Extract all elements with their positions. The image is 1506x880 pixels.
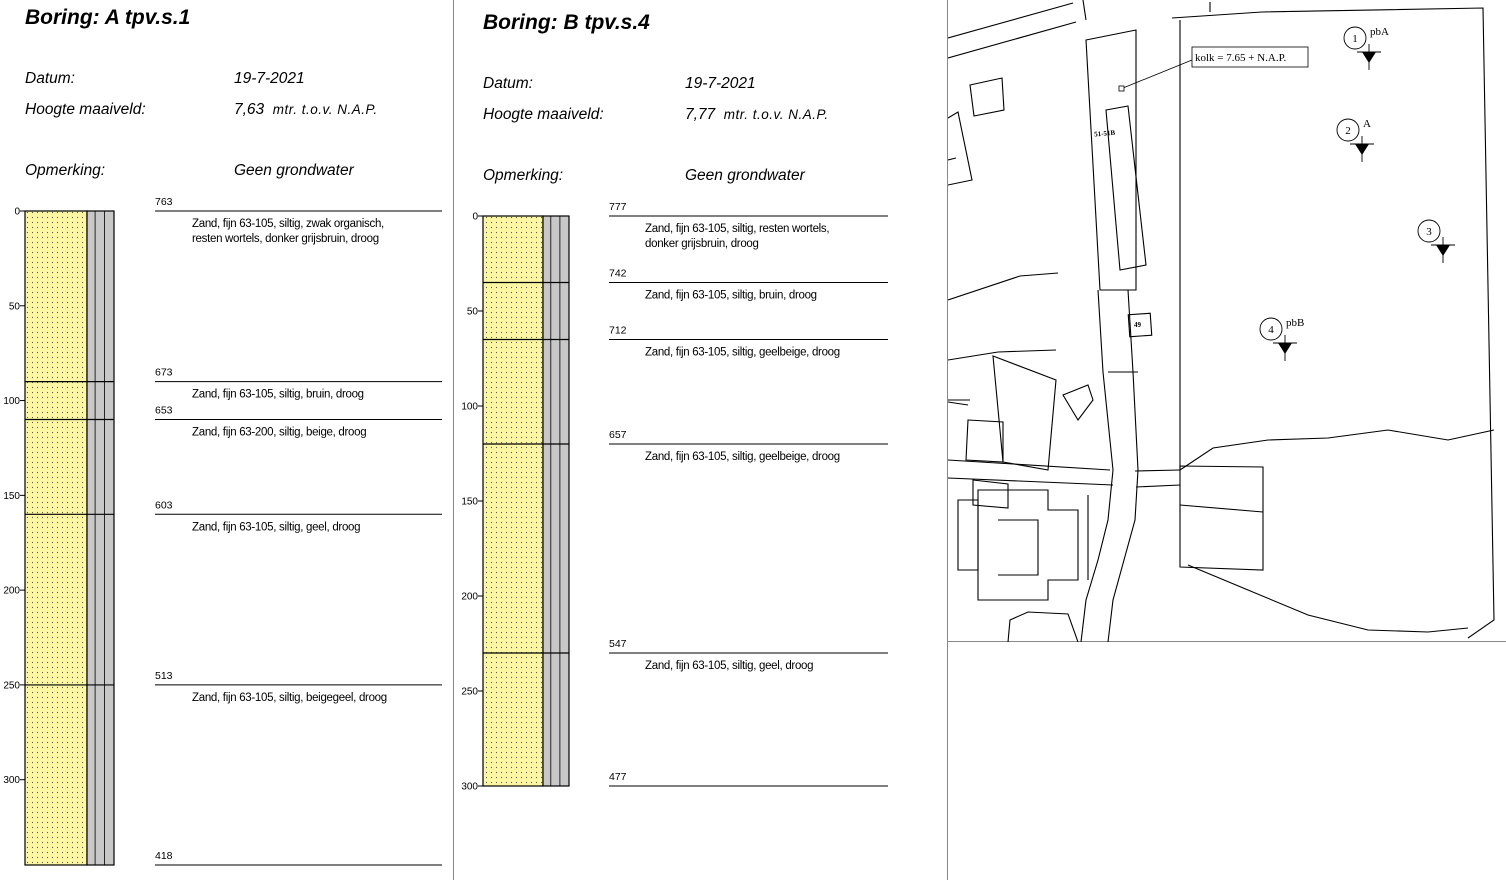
boring-b-hoogte-label: Hoogte maaiveld:	[483, 106, 604, 123]
layer-description: Zand, fijn 63-105, siltig, geel, droog	[192, 521, 361, 534]
point-name: pbB	[1286, 317, 1305, 329]
groundwater-triangle-icon	[1355, 144, 1369, 155]
boring-b-datum-value: 19-7-2021	[685, 75, 756, 92]
depth-tick-label: 150	[3, 490, 20, 502]
map-building	[948, 112, 972, 185]
boundary-level-label: 547	[609, 638, 627, 650]
groundwater-triangle-icon	[1362, 52, 1376, 63]
boring-a-log-diagram	[0, 0, 453, 880]
layer-description: donker grijsbruin, droog	[645, 238, 759, 250]
map-kolk-annotation	[1119, 47, 1308, 91]
boring-a-title: Boring: A tpv.s.1	[25, 6, 191, 29]
depth-tick-label: 250	[3, 680, 20, 692]
map-building	[1180, 466, 1263, 570]
map-building	[966, 420, 1003, 462]
map-building-label-51: 51-51B	[1093, 128, 1116, 139]
boring-b-opmerking-label: Opmerking:	[483, 167, 564, 184]
sample-column	[87, 211, 114, 865]
layer-description: Zand, fijn 63-105, siltig, zwak organisch,	[192, 218, 384, 230]
map-building-51	[1086, 30, 1136, 290]
boring-b-hoogte-value: 7,77	[685, 106, 716, 123]
point-name: A	[1363, 118, 1371, 130]
map-building	[958, 500, 978, 570]
depth-tick-label: 150	[461, 496, 478, 508]
depth-tick-label: 100	[461, 401, 478, 413]
boring-a-hoogte-label: Hoogte maaiveld:	[25, 101, 146, 118]
layer-description: Zand, fijn 63-105, siltig, bruin, droog	[645, 289, 817, 302]
point-number: 4	[1268, 324, 1274, 336]
sample-column	[543, 216, 569, 786]
map-measurement-points	[1260, 26, 1455, 361]
boring-a-datum-label: Datum:	[25, 70, 75, 87]
layer-description: Zand, fijn 63-200, siltig, beige, droog	[192, 426, 367, 439]
layer-description: resten wortels, donker grijsbruin, droog	[192, 233, 379, 245]
boring-b-hoogte-unit: mtr. t.o.v. N.A.P.	[723, 107, 829, 122]
boundary-level-label: 513	[155, 669, 173, 682]
soil-column	[25, 211, 87, 865]
boundary-level-label: 418	[155, 850, 173, 862]
groundwater-triangle-icon	[1436, 245, 1450, 256]
point-name: pbA	[1370, 26, 1389, 38]
boring-b-log-diagram	[454, 0, 947, 880]
depth-tick-label: 200	[461, 591, 478, 603]
map-road-line	[1083, 0, 1086, 20]
layer-description: Zand, fijn 63-105, siltig, geelbeige, droog	[645, 346, 840, 359]
boring-a-hoogte-value: 7,63	[234, 101, 265, 118]
point-number: 3	[1426, 226, 1432, 238]
boring-log-b	[454, 0, 948, 880]
boring-a-opmerking-value: Geen grondwater	[234, 162, 354, 179]
point-number: 2	[1345, 125, 1351, 137]
map-road-line	[948, 22, 1076, 58]
layer-description: Zand, fijn 63-105, siltig, geelbeige, droog	[645, 451, 840, 463]
depth-tick-label: 50	[466, 306, 478, 318]
boundary-level-label: 712	[609, 324, 627, 337]
layer-description: Zand, fijn 63-105, siltig, beigegeel, droog	[192, 691, 387, 704]
depth-tick-label: 100	[3, 396, 20, 408]
boring-b-opmerking-value: Geen grondwater	[685, 167, 805, 184]
depth-tick-label: 300	[3, 775, 20, 787]
boundary-level-label: 477	[609, 771, 627, 783]
boundary-level-label: 763	[155, 196, 173, 208]
map-building	[970, 78, 1004, 116]
boundary-level-label: 653	[155, 404, 173, 417]
groundwater-triangle-icon	[1278, 343, 1292, 354]
boring-b-title: Boring: B tpv.s.4	[483, 11, 650, 34]
boring-a-hoogte-unit: mtr. t.o.v. N.A.P.	[272, 102, 378, 117]
layer-description: Zand, fijn 63-105, siltig, bruin, droog	[192, 388, 364, 401]
boundary-level-label: 742	[609, 267, 627, 280]
depth-tick-label: 0	[14, 206, 20, 218]
boundary-level-label: 657	[609, 429, 627, 441]
depth-tick-label: 300	[461, 781, 478, 793]
site-map	[948, 0, 1506, 642]
layer-description: Zand, fijn 63-105, siltig, geel, droog	[645, 660, 814, 672]
boring-b-datum-label: Datum:	[483, 75, 533, 92]
depth-tick-label: 50	[8, 301, 20, 313]
depth-tick-label: 250	[461, 686, 478, 698]
site-map-drawing	[948, 0, 1506, 642]
boundary-level-label: 673	[155, 366, 173, 379]
point-number: 1	[1352, 33, 1358, 45]
map-kolk-label: kolk = 7.65 + N.A.P.	[1195, 52, 1287, 64]
depth-tick-label: 200	[3, 585, 20, 597]
boring-log-a	[0, 0, 454, 880]
boundary-level-label: 777	[609, 201, 627, 213]
boundary-level-label: 603	[155, 499, 173, 512]
depth-tick-label: 0	[472, 211, 478, 223]
layer-description: Zand, fijn 63-105, siltig, resten wortels,	[645, 223, 830, 235]
map-road-line	[948, 3, 1073, 38]
map-building-label-49: 49	[1134, 321, 1141, 329]
boring-a-opmerking-label: Opmerking:	[25, 162, 106, 179]
soil-column	[483, 216, 543, 786]
boring-a-datum-value: 19-7-2021	[234, 70, 305, 87]
